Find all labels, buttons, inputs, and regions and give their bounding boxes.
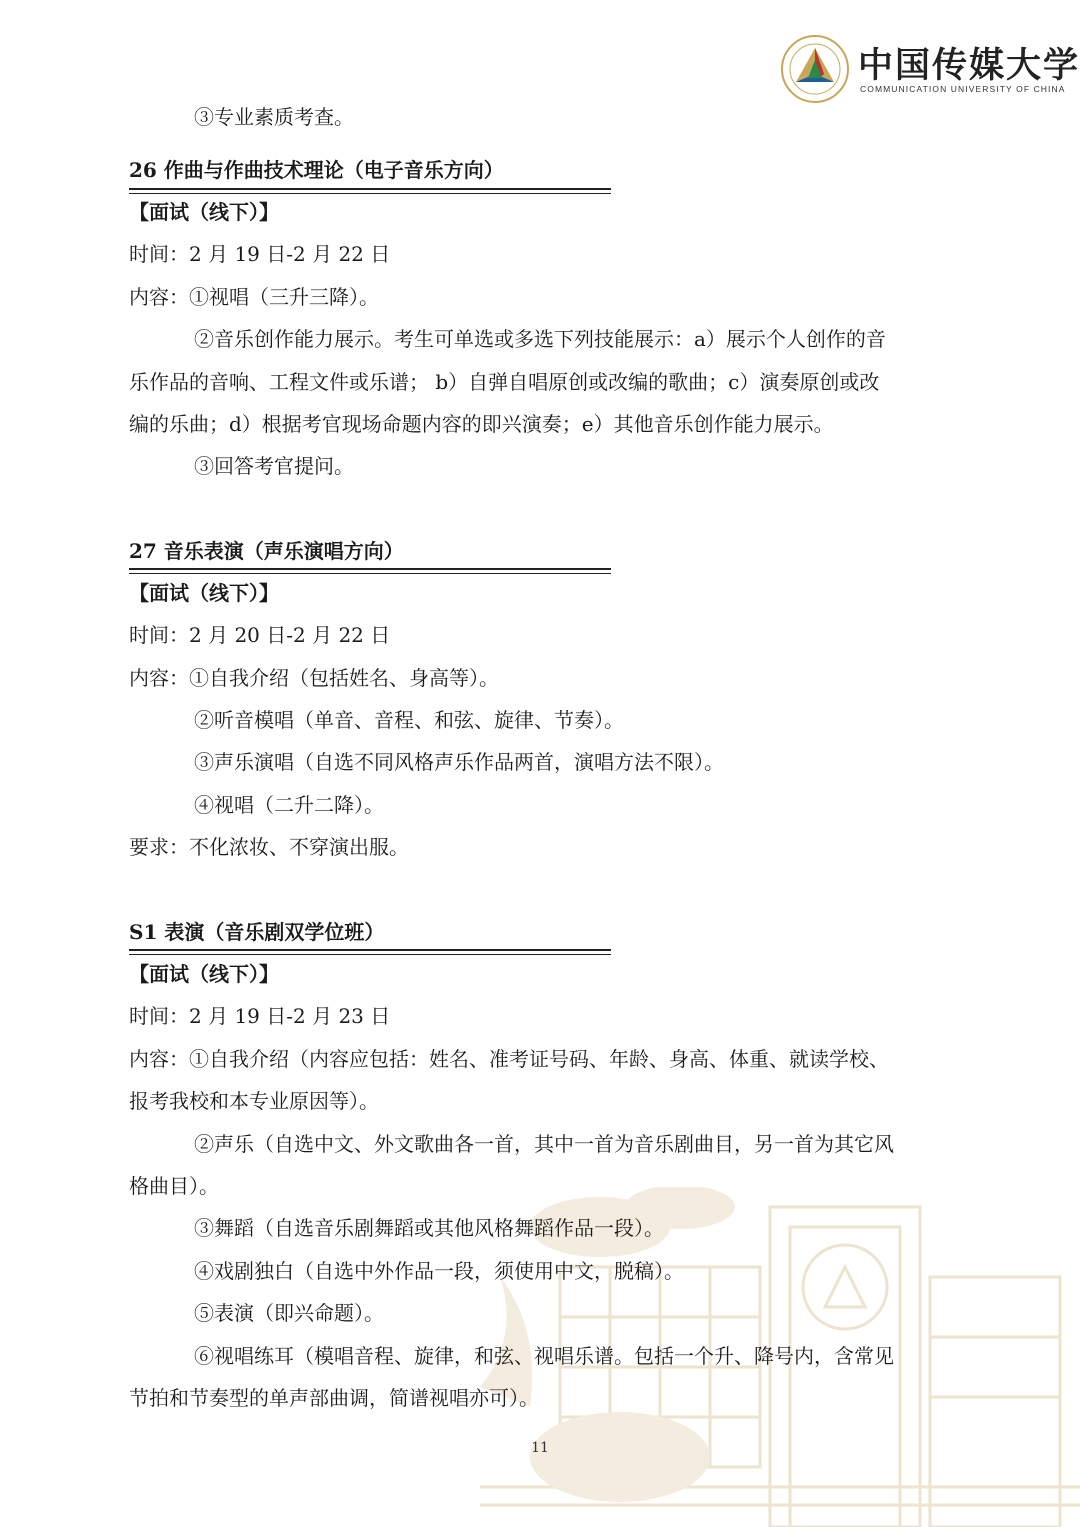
section-title: 27 音乐表演（声乐演唱方向） (129, 539, 404, 563)
content-line: 格曲目）。 (129, 1174, 219, 1198)
page-number: 11 (531, 1440, 549, 1456)
content-line: ②声乐（自选中文、外文歌曲各一首，其中一首为音乐剧曲目，另一首为其它风 (194, 1132, 894, 1156)
section-title: 26 作曲与作曲技术理论（电子音乐方向） (129, 158, 504, 182)
content-line: ⑥视唱练耳（模唱音程、旋律，和弦、视唱乐谱。包括一个升、降号内，含常见 (194, 1344, 894, 1368)
exam-time: 时间：2 月 19 日-2 月 23 日 (129, 1004, 391, 1028)
content-line: 报考我校和本专业原因等）。 (129, 1089, 379, 1113)
content-line: 编的乐曲；d）根据考官现场命题内容的即兴演奏；e）其他音乐创作能力展示。 (129, 412, 834, 436)
section-divider (129, 568, 611, 574)
exam-time: 时间：2 月 20 日-2 月 22 日 (129, 623, 391, 647)
content-line: 内容：①自我介绍（包括姓名、身高等）。 (129, 666, 499, 690)
content-line: ④戏剧独白（自选中外作品一段，须使用中文，脱稿）。 (194, 1259, 684, 1283)
content-line: ③专业素质考查。 (194, 105, 354, 129)
content-line: 内容：①自我介绍（内容应包括：姓名、准考证号码、年龄、身高、体重、就读学校、 (129, 1047, 889, 1071)
content-line: 乐作品的音响、工程文件或乐谱； b）自弹自唱原创或改编的歌曲；c）演奏原创或改 (129, 370, 880, 394)
exam-time: 时间：2 月 19 日-2 月 22 日 (129, 242, 391, 266)
content-line: ③回答考官提问。 (194, 454, 354, 478)
university-name-en: COMMUNICATION UNIVERSITY OF CHINA (860, 84, 1066, 94)
exam-format: 【面试（线下）】 (129, 581, 279, 605)
content-line: ③舞蹈（自选音乐剧舞蹈或其他风格舞蹈作品一段）。 (194, 1216, 664, 1240)
content-line: 内容：①视唱（三升三降）。 (129, 285, 379, 309)
content-line: ②音乐创作能力展示。考生可单选或多选下列技能展示：a）展示个人创作的音 (194, 327, 886, 351)
section-divider (129, 949, 611, 955)
section-title: S1 表演（音乐剧双学位班） (129, 920, 385, 944)
university-emblem-icon (780, 34, 850, 104)
content-line: 节拍和节奏型的单声部曲调，简谱视唱亦可）。 (129, 1386, 539, 1410)
requirements-line: 要求：不化浓妆、不穿演出服。 (129, 835, 409, 859)
university-logo (780, 34, 1080, 106)
exam-format: 【面试（线下）】 (129, 962, 279, 986)
exam-format: 【面试（线下）】 (129, 200, 279, 224)
content-line: ②听音模唱（单音、音程、和弦、旋律、节奏）。 (194, 708, 624, 732)
content-line: ③声乐演唱（自选不同风格声乐作品两首，演唱方法不限）。 (194, 750, 724, 774)
content-line: ④视唱（二升二降）。 (194, 793, 384, 817)
content-line: ⑤表演（即兴命题）。 (194, 1301, 384, 1325)
section-divider (129, 188, 611, 194)
university-name-cn: 中国传媒大学 (858, 45, 1080, 86)
